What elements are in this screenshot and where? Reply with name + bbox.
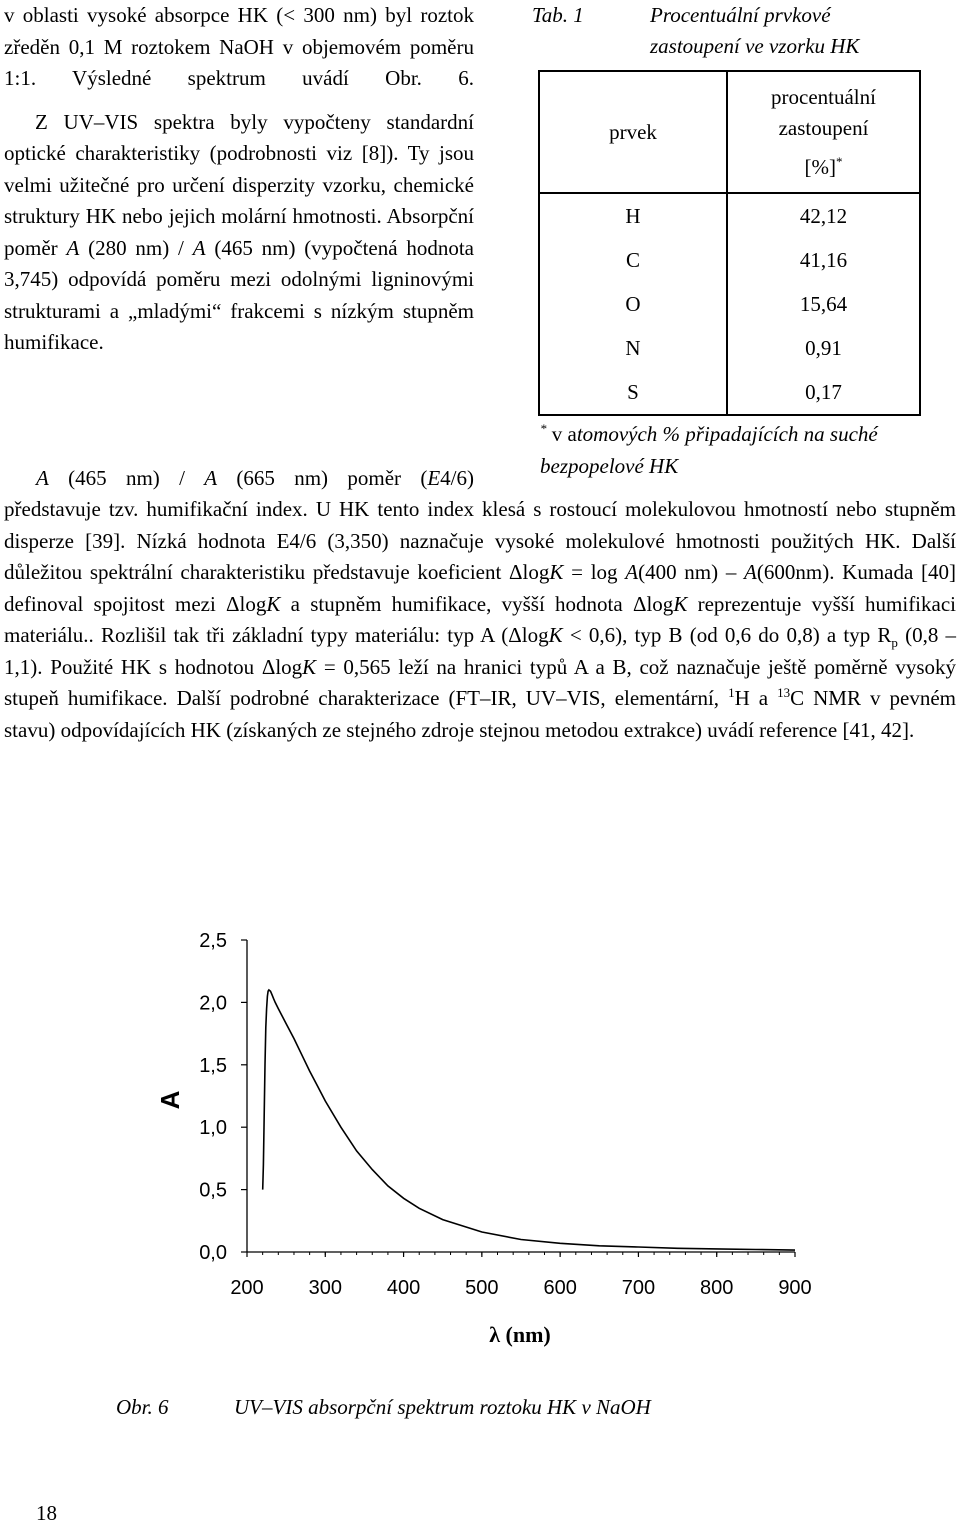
table-row: C 41,16	[539, 238, 920, 282]
y-tick-label: 0,0	[199, 1242, 227, 1264]
x-tick-label: 400	[386, 1277, 421, 1299]
y-axis-label: A	[155, 1090, 185, 1110]
col-header-element: prvek	[539, 71, 727, 193]
x-tick-label: 600	[543, 1277, 577, 1299]
table-title-line1: Procentuální prvkové	[650, 3, 831, 27]
table-row: S 0,17	[539, 370, 920, 415]
y-tick-label: 1,0	[199, 1117, 227, 1140]
y-tick-labels	[199, 930, 227, 1264]
page-number: 18	[36, 1501, 57, 1525]
x-tick-label: 500	[465, 1277, 499, 1299]
paragraph-2: Z UV–VIS spektra byly vypočteny standardní optické charakteristiky (podrobnosti viz [8]). Ty jsou velmi užitečné pro určení disperzity vzorku, chemické struktury HK nebo jejich molární hmotnosti. Absorpční poměr A (280 nm) / A (465 nm) (vypočtená hodnota 3,745) odpovídá poměru mezi odolnými ligninovými strukturami a „mladými“ frakcemi s nízkým stupněm humifikace.	[4, 109, 475, 354]
table-row: N 0,91	[539, 326, 920, 370]
left-column-text	[4, 0, 474, 359]
x-tick-labels	[230, 1277, 811, 1299]
absorbance-series-line	[263, 990, 795, 1250]
paragraph-1: v oblasti vysoké absorpce HK (< 300 nm) byl roztok zředěn 0,1 M roztokem NaOH v objemovém poměru 1:1. Výsledné spektrum uvádí Obr. 6.	[4, 3, 474, 90]
x-axis-label: λ (nm)	[489, 1322, 551, 1347]
figure-caption: Obr. 6 UV–VIS absorpční spektrum roztoku HK v NaOH	[116, 1395, 651, 1419]
body-paragraph: představuje tzv. humifikační index. U HK tento index klesá s rostoucí molekulovou hmotností nebo stupněm disperze [39]. Nízká hodnota E4/6 (3,350) naznačuje vysoké molekulové hmotnosti použitých HK. Další důležitou spektrální charakteristiku představuje koeficient ΔlogK = log A(400 nm) – A(600nm). Kumada [40] definoval spojitost mezi ΔlogK a stupněm humifikace, vyšší hodnota ΔlogK reprezentuje vyšší humifikaci materiálu.. Rozlišil tak tři základní typy materiálu: typ A (ΔlogK < 0,6), typ B (od 0,6 do 0,8) a typ $R_p$ (0,8 – 1,1). Použité HK s hodnotou ΔlogK = 0,565 leží na hranici typů A a B, což naznačuje ještě poměrně vysoký stupeň humifikace. Další podrobné charakterizace (FT–IR, UV–VIS, elementární, $^1$H a $^{13}$C NMR v pevném stavu) odpovídajících HK (získaných ze stejného zdroje stejnou metodou extrakce) uvádí reference [41, 42].	[4, 497, 956, 742]
y-tick-label: 0,5	[199, 1179, 227, 1202]
x-tick-label: 800	[700, 1277, 734, 1299]
y-tick-label: 1,5	[199, 1054, 227, 1077]
e4-6-formula-line: A (465 nm) / A (665 nm) poměr (E4/6)	[36, 466, 474, 490]
table-row: H 42,12	[539, 193, 920, 238]
table-row: O 15,64	[539, 282, 920, 326]
y-tick-label: 2,0	[199, 992, 227, 1015]
table-header-row	[539, 71, 920, 193]
table-title-line2: zastoupení ve vzorku HK	[650, 34, 860, 58]
y-tick-label: 2,5	[199, 930, 227, 952]
table-caption	[532, 0, 952, 62]
x-tick-label: 200	[230, 1277, 264, 1299]
element-composition-table	[538, 70, 921, 416]
x-tick-label: 900	[778, 1277, 812, 1299]
uv-vis-spectrum-chart	[0, 900, 960, 1360]
x-tick-label: 700	[621, 1277, 656, 1299]
table-footnote: * v atomových % připadajících na suché bezpopelové HK	[540, 421, 878, 478]
col-header-percent: procentuální zastoupení [%]*	[727, 71, 920, 193]
x-tick-label: 300	[308, 1277, 342, 1299]
table-label: Tab. 1	[532, 3, 584, 27]
